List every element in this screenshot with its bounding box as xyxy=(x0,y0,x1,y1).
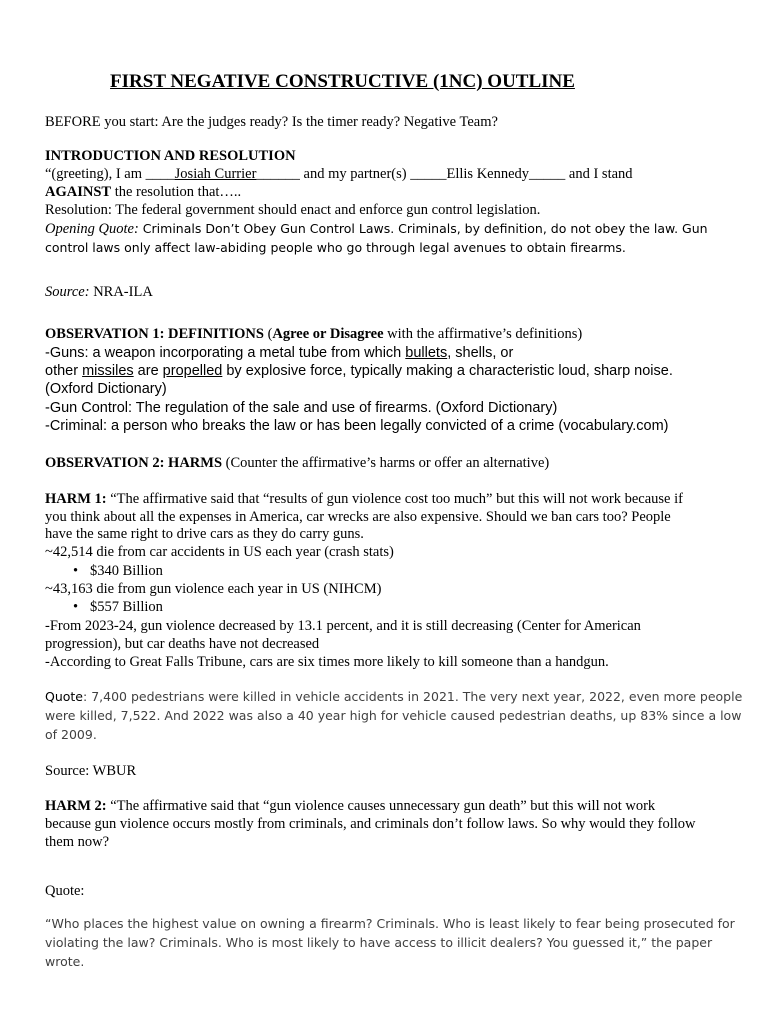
definition-guns-line-1: -Guns: a weapon incorporating a metal tube from which bullets, shells, or xyxy=(45,345,514,361)
opening-quote-label: Opening Quote: xyxy=(45,221,139,237)
harm-2-label: HARM 2: xyxy=(45,798,107,814)
harm-2-line-2: because gun violence occurs mostly from criminals, and criminals don’t follow laws. So why would they follow xyxy=(45,816,696,832)
harm-1-source-line: Source: WBUR xyxy=(45,763,137,779)
harm-1-label: HARM 1: xyxy=(45,491,107,507)
decrease-stat-line-1: -From 2023-24, gun violence decreased by 13.1 percent, and it is still decreasing (Center for American xyxy=(45,618,641,634)
partner-name: Ellis Kennedy xyxy=(446,166,530,182)
harm-1-line-3: have the same right to drive cars as they do carry guns. xyxy=(45,526,364,542)
harm-2-line-3: them now? xyxy=(45,834,110,850)
source-line: Source: NRA-ILA xyxy=(45,284,153,300)
speaker-name: Josiah Currier xyxy=(174,166,257,182)
bullet-icon: • xyxy=(73,599,79,615)
harm-2-quote-line-1: “Who places the highest value on owning a firearm? Criminals. Who is least likely to fear being prosecuted for xyxy=(45,916,735,931)
decrease-stat-line-2: progression), but car deaths have not decreased xyxy=(45,636,320,652)
bullet-icon: • xyxy=(73,563,79,579)
gun-violence-stat: ~43,163 die from gun violence each year in US (NIHCM) xyxy=(45,581,382,597)
harm-1-quote-line-1: Quote: 7,400 pedestrians were killed in vehicle accidents in 2021. The very next year, 2022, even more people xyxy=(45,689,743,704)
observation-1-heading: OBSERVATION 1: DEFINITIONS (Agree or Disagree with the affirmative’s definitions) xyxy=(45,326,583,342)
definition-gun-control: -Gun Control: The regulation of the sale and use of firearms. (Oxford Dictionary) xyxy=(45,400,558,416)
harm-2-line-1: HARM 2: “The affirmative said that “gun violence causes unnecessary gun death” but this will not work xyxy=(45,798,656,814)
opening-quote-line-1: Opening Quote: Criminals Don’t Obey Gun Control Laws. Criminals, by definition, do not obey the law. Gun xyxy=(45,221,708,237)
harm-2-quote-label: Quote: xyxy=(45,883,85,899)
harm-1-quote-line-3: of 2009. xyxy=(45,727,97,742)
observation-2-heading: OBSERVATION 2: HARMS (Counter the affirmative’s harms or offer an alternative) xyxy=(45,455,550,471)
opening-quote-line-2: control laws only affect law-abiding people who go through legal avenues to obtain firearms. xyxy=(45,240,626,255)
quote-label: Quote xyxy=(45,689,84,704)
before-start-line: BEFORE you start: Are the judges ready? Is the timer ready? Negative Team? xyxy=(45,114,498,130)
document-title: FIRST NEGATIVE CONSTRUCTIVE (1NC) OUTLINE xyxy=(110,71,575,92)
intro-heading: INTRODUCTION AND RESOLUTION xyxy=(45,148,296,164)
intro-against-line: AGAINST the resolution that….. xyxy=(45,184,242,200)
harm-2-quote-line-3: wrote. xyxy=(45,954,85,969)
list-item: • $557 Billion xyxy=(73,599,163,615)
car-accident-stat: ~42,514 die from car accidents in US each year (crash stats) xyxy=(45,544,394,560)
harm-1-line-1: HARM 1: “The affirmative said that “results of gun violence cost too much” but this will not work because if xyxy=(45,491,683,507)
definition-guns-line-2: other missiles are propelled by explosive force, typically making a characteristic loud, sharp noise. xyxy=(45,363,673,379)
harm-1-line-2: you think about all the expenses in America, car wrecks are also expensive. Should we ban cars too? People xyxy=(45,509,671,525)
intro-greeting-line: “(greeting), I am ____Josiah Currier______ and my partner(s) _____Ellis Kennedy_____ and I stand xyxy=(45,166,633,182)
definition-guns-line-3: (Oxford Dictionary) xyxy=(45,381,167,397)
great-falls-tribune-line: -According to Great Falls Tribune, cars are six times more likely to kill someone than a handgun. xyxy=(45,654,609,670)
resolution-line: Resolution: The federal government should enact and enforce gun control legislation. xyxy=(45,202,541,218)
harm-1-quote-line-2: were killed, 7,522. And 2022 was also a 40 year high for vehicle caused pedestrian deaths, up 83% since a low xyxy=(45,708,742,723)
harm-2-quote-line-2: violating the law? Criminals. Who is most likely to have access to illicit dealers? You guessed it,” the paper xyxy=(45,935,713,950)
definition-criminal: -Criminal: a person who breaks the law or has been legally convicted of a crime (vocabulary.com) xyxy=(45,418,669,434)
list-item: • $340 Billion xyxy=(73,563,163,579)
